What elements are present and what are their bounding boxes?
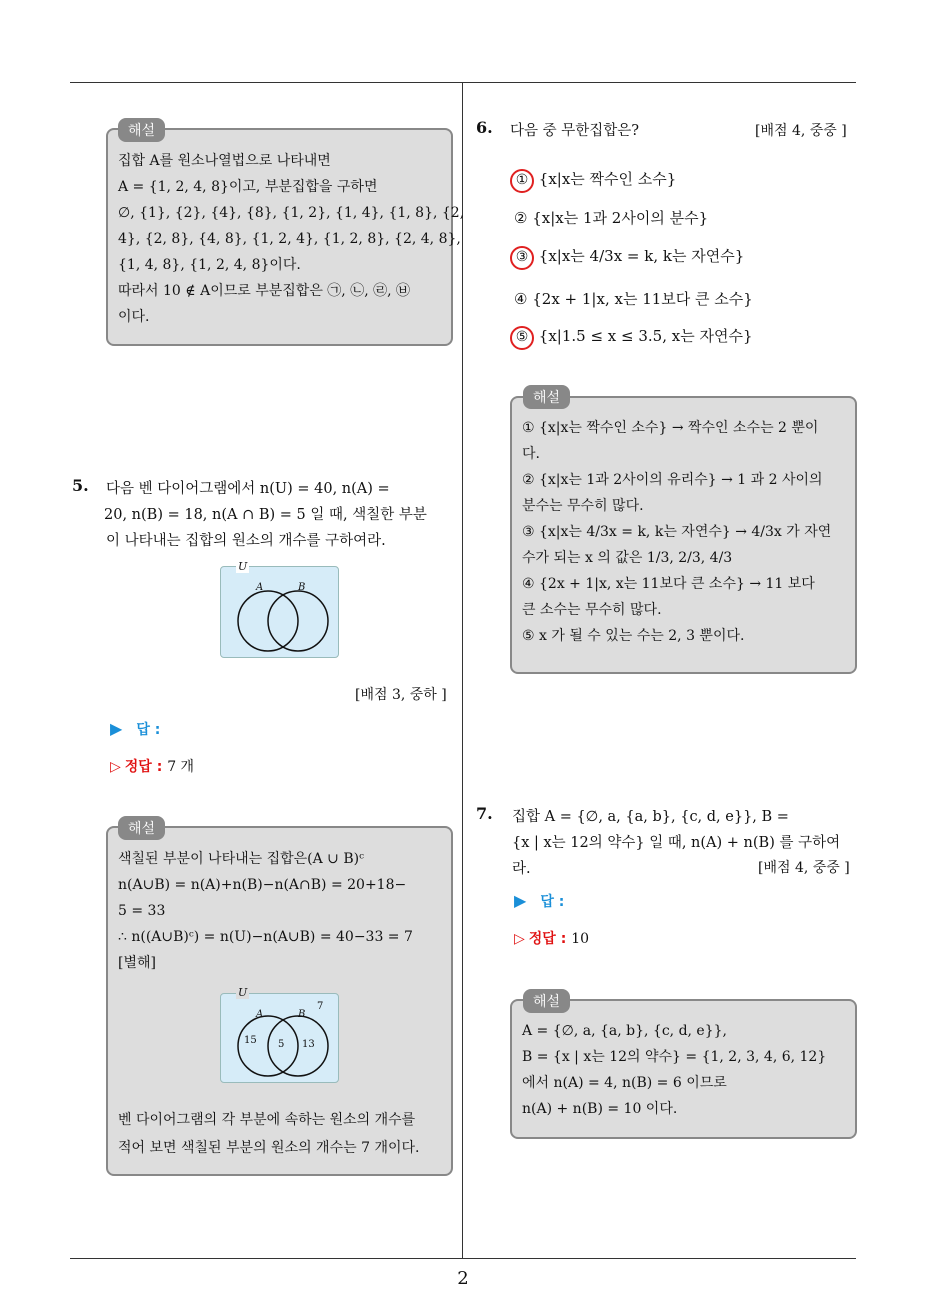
question-number-7: 7. — [476, 804, 493, 823]
option-4[interactable] — [514, 288, 753, 309]
correct-label: 정답 : — [528, 931, 567, 947]
circled-choice-icon: ① — [510, 169, 534, 193]
score-q7: [배점 4, 중중 ] — [758, 860, 850, 876]
solution-text-q7 — [522, 1018, 826, 1122]
solution-line: 벤 다이어그램의 각 부분에 속하는 원소의 개수를 — [118, 1112, 416, 1128]
option-1[interactable] — [510, 168, 676, 193]
answer-row-q5 — [110, 719, 160, 739]
solution-line: 분수는 무수히 많다. — [522, 498, 644, 514]
circled-choice-icon: ⑤ — [510, 326, 534, 350]
solution-line: {1, 4, 8}, {1, 2, 4, 8}이다. — [118, 257, 301, 273]
solution-text-q6 — [522, 415, 831, 649]
option-text: {x|x는 짝수인 소수} — [538, 170, 677, 188]
solution-label: 해설 — [523, 385, 570, 409]
solution-line: ② {x|x는 1과 2사이의 유리수} → 1 과 2 사이의 — [522, 472, 823, 488]
venn-count-outside: 7 — [317, 1001, 324, 1012]
question-line: {x | x는 12의 약수} 일 때, n(A) + n(B) 를 구하여 — [512, 835, 841, 851]
solution-line: ∴ n((A∪B)ᶜ) = n(U)−n(A∪B) = 40−33 = 7 — [118, 929, 413, 945]
option-text: {x|1.5 ≤ x ≤ 3.5, x는 자연수} — [538, 327, 753, 345]
outline-triangle-icon: ▷ — [110, 759, 121, 775]
venn-label-a: A — [256, 1009, 264, 1020]
solution-label: 해설 — [118, 118, 165, 142]
option-text: {x|x는 1과 2사이의 분수} — [532, 209, 709, 227]
option-3[interactable] — [510, 245, 744, 270]
option-mark: ④ — [514, 290, 528, 308]
venn-count-both: 5 — [278, 1039, 285, 1050]
solution-line: ∅, {1}, {2}, {4}, {8}, {1, 2}, {1, 4}, {1, 8}, {2, — [118, 205, 465, 221]
option-2[interactable] — [514, 207, 708, 228]
solution-line: 집합 A를 원소나열법으로 나타내면 — [118, 153, 331, 169]
play-icon: ▶ — [514, 891, 527, 910]
solution-line: 에서 n(A) = 4, n(B) = 6 이므로 — [522, 1075, 727, 1091]
solution-line: 다. — [522, 446, 540, 462]
option-5[interactable] — [510, 325, 752, 350]
question-line: 집합 A = {∅, a, {a, b}, {c, d, e}}, B = — [512, 809, 789, 825]
score-q5: [배점 3, 중하 ] — [355, 687, 447, 703]
venn-label-a: A — [256, 582, 264, 593]
solution-text-q4 — [118, 148, 464, 330]
solution-line: 적어 보면 색칠된 부분의 원소의 개수는 7 개이다. — [118, 1140, 420, 1156]
solution-line: 수가 되는 x 의 값은 1/3, 2/3, 4/3 — [522, 550, 733, 566]
solution-line: ③ {x|x는 4/3x = k, k는 자연수} → 4/3x 가 자연 — [522, 524, 832, 540]
question-line: 20, n(B) = 18, n(A ∩ B) = 5 일 때, 색칠한 부분 — [104, 507, 427, 523]
venn-label-u: U — [238, 560, 248, 573]
venn-count-a-only: 15 — [244, 1035, 257, 1046]
solution-line: 4}, {2, 8}, {4, 8}, {1, 2, 4}, {1, 2, 8}, {2, 4, 8}, — [118, 231, 461, 247]
solution-line: ⑤ x 가 될 수 있는 수는 2, 3 뿐이다. — [522, 628, 745, 644]
correct-value: 7 개 — [167, 759, 195, 775]
solution-line: ① {x|x는 짝수인 소수} → 짝수인 소수는 2 뿐이 — [522, 420, 819, 436]
solution-line: 큰 소수는 무수히 많다. — [522, 602, 662, 618]
question-text-5 — [106, 476, 427, 554]
answer-label: 답 : — [540, 894, 565, 910]
play-icon: ▶ — [110, 719, 123, 738]
option-text: {x|x는 4/3x = k, k는 자연수} — [538, 247, 745, 265]
outline-triangle-icon: ▷ — [514, 931, 525, 947]
question-line: 이 나타내는 집합의 원소의 개수를 구하여라. — [106, 533, 386, 549]
score-q6: [배점 4, 중중 ] — [755, 123, 847, 139]
question-line: 다음 벤 다이어그램에서 n(U) = 40, n(A) = — [106, 481, 390, 497]
question-prompt-6: 다음 중 무한집합은? — [510, 123, 640, 139]
venn-label-b: B — [298, 582, 306, 593]
solution-line: B = {x | x는 12의 약수} = {1, 2, 3, 4, 6, 12} — [522, 1049, 827, 1065]
circled-choice-icon: ③ — [510, 246, 534, 270]
venn-diagram-q5 — [220, 566, 339, 658]
solution-line: A = {1, 2, 4, 8}이고, 부분집합을 구하면 — [118, 179, 378, 195]
page-number: 2 — [457, 1268, 469, 1289]
solution-line: 이다. — [118, 309, 150, 325]
question-number-5: 5. — [72, 476, 89, 495]
solution-tail-q5 — [118, 1106, 419, 1162]
venn-label-b: B — [298, 1009, 306, 1020]
solution-text-q5 — [118, 846, 413, 976]
correct-row-q7 — [514, 928, 589, 948]
venn-count-b-only: 13 — [302, 1039, 315, 1050]
venn-svg — [221, 567, 340, 659]
option-mark: ② — [514, 209, 528, 227]
solution-line: 따라서 10 ∉ A이므로 부분집합은 ㉠, ㉡, ㉣, ㉥ — [118, 283, 411, 299]
solution-line: n(A) + n(B) = 10 이다. — [522, 1101, 678, 1117]
solution-line: 5 = 33 — [118, 903, 166, 919]
correct-row-q5 — [110, 756, 194, 776]
solution-line: A = {∅, a, {a, b}, {c, d, e}}, — [522, 1023, 727, 1039]
question-number-6: 6. — [476, 118, 493, 137]
solution-label: 해설 — [523, 989, 570, 1013]
solution-line: ④ {2x + 1|x, x는 11보다 큰 소수} → 11 보다 — [522, 576, 815, 592]
venn-label-u: U — [238, 986, 248, 999]
solution-line: 색칠된 부분이 나타내는 집합은(A ∪ B)ᶜ — [118, 851, 364, 867]
solution-line: n(A∪B) = n(A)+n(B)−n(A∩B) = 20+18− — [118, 877, 407, 893]
bottom-rule — [70, 1258, 856, 1259]
option-text: {2x + 1|x, x는 11보다 큰 소수} — [532, 290, 753, 308]
top-rule — [70, 82, 856, 83]
answer-row-q7 — [514, 891, 564, 911]
correct-label: 정답 : — [124, 759, 163, 775]
answer-label: 답 : — [136, 722, 161, 738]
solution-label: 해설 — [118, 816, 165, 840]
solution-line: [별해] — [118, 955, 156, 971]
question-line: 라. — [512, 861, 531, 877]
correct-value: 10 — [571, 931, 590, 947]
